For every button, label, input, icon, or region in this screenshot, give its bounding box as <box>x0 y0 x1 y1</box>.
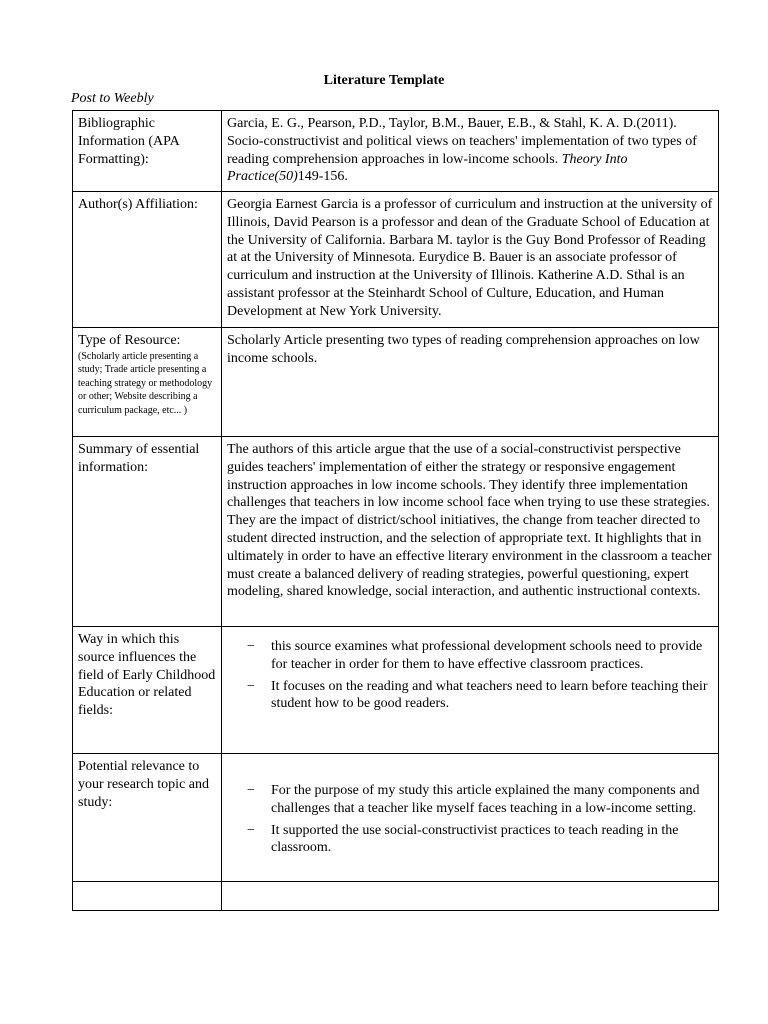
table-row-bibliographic <box>73 111 719 192</box>
citation-text: Garcia, E. G., Pearson, P.D., Taylor, B.M., Bauer, E.B., & Stahl, K. A. D.(2011). Socio-constructivist and political views on teachers' implementation of two types of reading comprehension approaches in low-income schools. <box>227 116 697 167</box>
row-label: Potential relevance to your research topic and study: <box>73 754 222 882</box>
list-item <box>227 822 713 858</box>
list-item-text: this source examines what professional development schools need to provide for teacher in order for them to have effective classroom practices. <box>271 639 703 672</box>
row-content <box>222 111 719 192</box>
row-content <box>222 627 719 754</box>
post-to-weebly-note: Post to Weebly <box>71 91 154 106</box>
table-row-influence <box>73 627 719 754</box>
list-item-text: It focuses on the reading and what teachers need to learn before teaching their student how to be good readers. <box>271 678 708 712</box>
bullet-list <box>227 638 713 713</box>
dash-bullet-icon: − <box>247 639 255 654</box>
row-label: Author(s) Affiliation: <box>73 192 222 328</box>
table-row-summary <box>73 437 719 627</box>
row-content: Scholarly Article presenting two types of reading comprehension approaches on low income schools. <box>222 328 719 437</box>
row-content: The authors of this article argue that the use of a social-constructivist perspective guides teachers' implementation of either the strategy or responsive engagement instruction approaches in low income schools. They identify three implementation challenges that teachers in low income school face when trying to use these strategies. They are the impact of district/school initiatives, the change from teacher directed to student directed instruction, and the selection of appropriate text. It highlights that in ultimately in order to have an effective literary environment in the classroom a teacher must create a balanced delivery of reading strategies, powerful questioning, expert modeling, shared knowledge, social interaction, and authentic instructional contexts. <box>222 437 719 627</box>
empty-cell <box>73 882 222 911</box>
table-row-affiliation <box>73 192 719 328</box>
empty-cell <box>222 882 719 911</box>
row-label: Bibliographic Information (APA Formatting): <box>73 111 222 192</box>
list-item <box>227 782 713 818</box>
dash-bullet-icon: − <box>247 678 255 694</box>
list-item <box>227 638 713 674</box>
literature-table <box>72 110 719 911</box>
bullet-list <box>227 782 713 857</box>
table-row-relevance <box>73 754 719 882</box>
table-row-resource-type <box>73 328 719 437</box>
row-label-cell <box>73 328 222 437</box>
list-item <box>227 678 713 714</box>
row-label: Type of Resource: <box>78 333 181 348</box>
journal-name: Theory Into Practice(50) <box>227 151 628 185</box>
table-row-empty <box>73 882 719 911</box>
dash-bullet-icon: − <box>247 822 255 838</box>
list-item-text: For the purpose of my study this article explained the many components and challenges that a teacher like myself faces teaching in a low-income setting. <box>271 783 700 816</box>
document-title: Literature Template <box>323 73 445 88</box>
resource-type-hint: (Scholarly article presenting a study; Trade article presenting a teaching strategy or methodology or other; Website describing a curriculum package, etc... ) <box>78 350 213 416</box>
row-label: Summary of essential information: <box>73 437 222 627</box>
list-item-text: It supported the use social-constructivist practices to teach reading in the classroom. <box>271 822 679 856</box>
row-content: Georgia Earnest Garcia is a professor of curriculum and instruction at the university of Illinois, David Pearson is a professor and dean of the Graduate School of Education at the University of California. Barbara M. taylor is the Guy Bond Professor of Reading at at the University of Minnesota. Eurydice B. Bauer is an associate professor of curriculum and instruction at the University of Illinois. Katherine A.D. Sthal is an assistant professor at the Steinhardt School of Culture, Education, and Human Development at New York University. <box>222 192 719 328</box>
dash-bullet-icon: − <box>247 783 255 798</box>
row-label: Way in which this source influences the field of Early Childhood Education or related fields: <box>73 627 222 754</box>
citation-pages: 149-156. <box>297 169 348 185</box>
row-content <box>222 754 719 882</box>
